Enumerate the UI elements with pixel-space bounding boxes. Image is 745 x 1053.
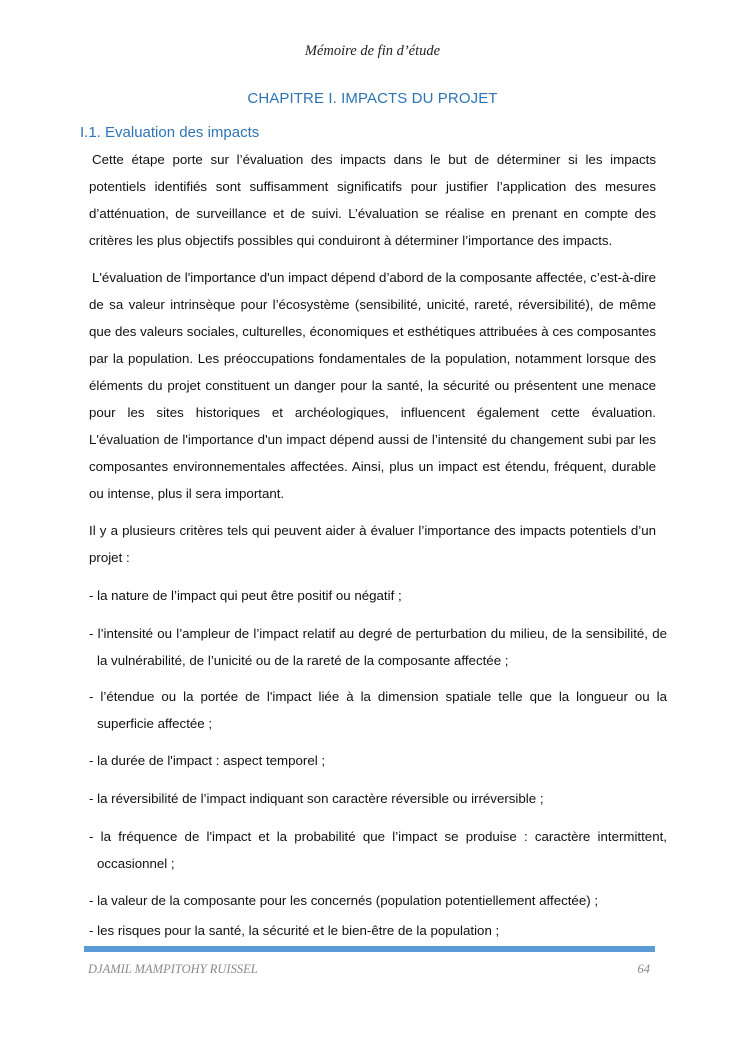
page-number: 64 [637,962,650,976]
footer-author: DJAMIL MAMPITOHY RUISSEL [88,962,258,976]
criteria-item-extent: - l’étendue ou la portée de l'impact liée à la dimension spatiale telle que la longueur ou la superficie affectée ; [89,689,667,731]
paragraph-criteria-intro: Il y a plusieurs critères tels qui peuvent aider à évaluer l’importance des impacts potentiels d’un projet : [89,523,656,565]
criteria-item-value: - la valeur de la composante pour les concernés (population potentiellement affectée) ; [89,893,599,908]
criteria-item-duration: - la durée de l'impact : aspect temporel ; [89,753,326,768]
section-heading: I.1. Evaluation des impacts [80,124,260,141]
chapter-title: CHAPITRE I. IMPACTS DU PROJET [247,90,498,107]
criteria-item-intensity: - l’intensité ou l’ampleur de l’impact relatif au degré de perturbation du milieu, de la sensibilité, de la vulnérabilité, de l’unicité ou de la rareté de la composante affectée ; [89,626,667,668]
criteria-item-frequency: - la fréquence de l'impact et la probabilité que l’impact se produise : caractère intermittent, occasionnel ; [89,829,667,871]
paragraph-importance: L'évaluation de l'importance d'un impact dépend d’abord de la composante affectée, c’est-à-dire de sa valeur intrinsèque pour l’écosystème (sensibilité, unicité, rareté, réversibilité), de même que des valeurs sociales, culturelles, économiques et esthétiques attribuées à ces composantes par la population. Les préoccupations fondamentales de la population, notamment lorsque des éléments du projet constituent un danger pour la santé, la sécurité ou présentent une menace pour les sites historiques et archéologiques, influencent également cette évaluation. L'évaluation de l'importance d'un impact dépend aussi de l’intensité du changement subi par les composantes environnementales affectées. Ainsi, plus un impact est étendu, fréquent, durable ou intense, plus il sera important. [89,270,656,501]
criteria-item-nature: - la nature de l’impact qui peut être positif ou négatif ; [89,588,402,603]
criteria-item-risks: - les risques pour la santé, la sécurité et le bien-être de la population ; [89,923,500,938]
criteria-item-reversibility: - la réversibilité de l’impact indiquant son caractère réversible ou irréversible ; [89,791,544,806]
page-header-title: Mémoire de fin d’étude [304,43,441,59]
footer-rule [84,946,655,952]
paragraph-intro: Cette étape porte sur l’évaluation des impacts dans le but de déterminer si les impacts potentiels identifiés sont suffisamment significatifs pour justifier l’application des mesures d’atténuation, de surveillance et de suivi. L’évaluation se réalise en prenant en compte des critères les plus objectifs possibles qui conduiront à déterminer l’importance des impacts. [89,152,656,248]
